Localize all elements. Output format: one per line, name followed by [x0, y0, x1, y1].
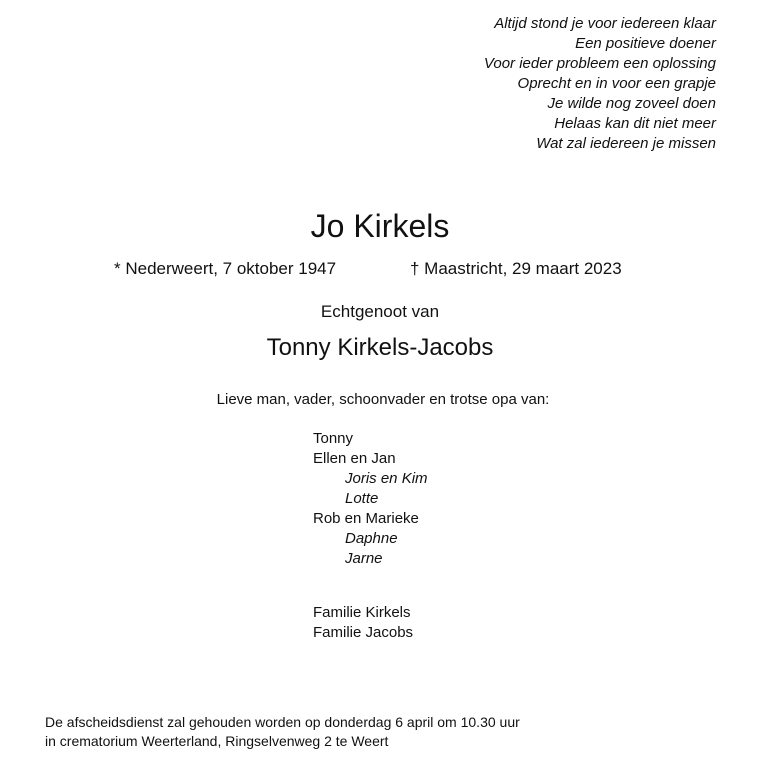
poem-line: Een positieve doener	[575, 35, 716, 52]
poem	[484, 14, 716, 154]
service-line: in crematorium Weerterland, Ringselvenweg 2 te Weert	[45, 733, 389, 749]
poem-line: Wat zal iedereen je missen	[536, 135, 716, 152]
grandchild: Daphne	[345, 530, 398, 547]
poem-line: Voor ieder probleem een oplossing	[483, 55, 716, 72]
poem-line: Altijd stond je voor iedereen klaar	[494, 15, 716, 32]
family-member: Rob en Marieke	[313, 510, 419, 527]
grandchild: Jarne	[345, 550, 383, 567]
relative-family: Familie Jacobs	[313, 624, 414, 641]
poem-line: Helaas kan dit niet meer	[554, 115, 716, 132]
relatives-list	[313, 603, 413, 643]
grandchild: Joris en Kim	[345, 470, 428, 487]
death-date: † Maastricht, 29 maart 2023	[410, 259, 622, 278]
relation-line: Lieve man, vader, schoonvader en trotse opa van:	[216, 391, 550, 408]
deceased-name: Jo Kirkels	[310, 208, 450, 244]
poem-line: Je wilde nog zoveel doen	[547, 95, 716, 112]
service-line: De afscheidsdienst zal gehouden worden op donderdag 6 april om 10.30 uur	[45, 714, 520, 730]
family-list	[313, 429, 428, 569]
relative-family: Familie Kirkels	[313, 604, 411, 621]
family-member: Tonny	[313, 430, 354, 447]
birth-date: * Nederweert, 7 oktober 1947	[114, 259, 337, 278]
poem-line: Oprecht en in voor een grapje	[517, 75, 716, 92]
spouse-name: Tonny Kirkels-Jacobs	[266, 334, 494, 361]
service-info	[45, 713, 520, 751]
grandchild: Lotte	[345, 490, 379, 507]
spouse-label: Echtgenoot van	[320, 302, 440, 321]
family-member: Ellen en Jan	[313, 450, 396, 467]
